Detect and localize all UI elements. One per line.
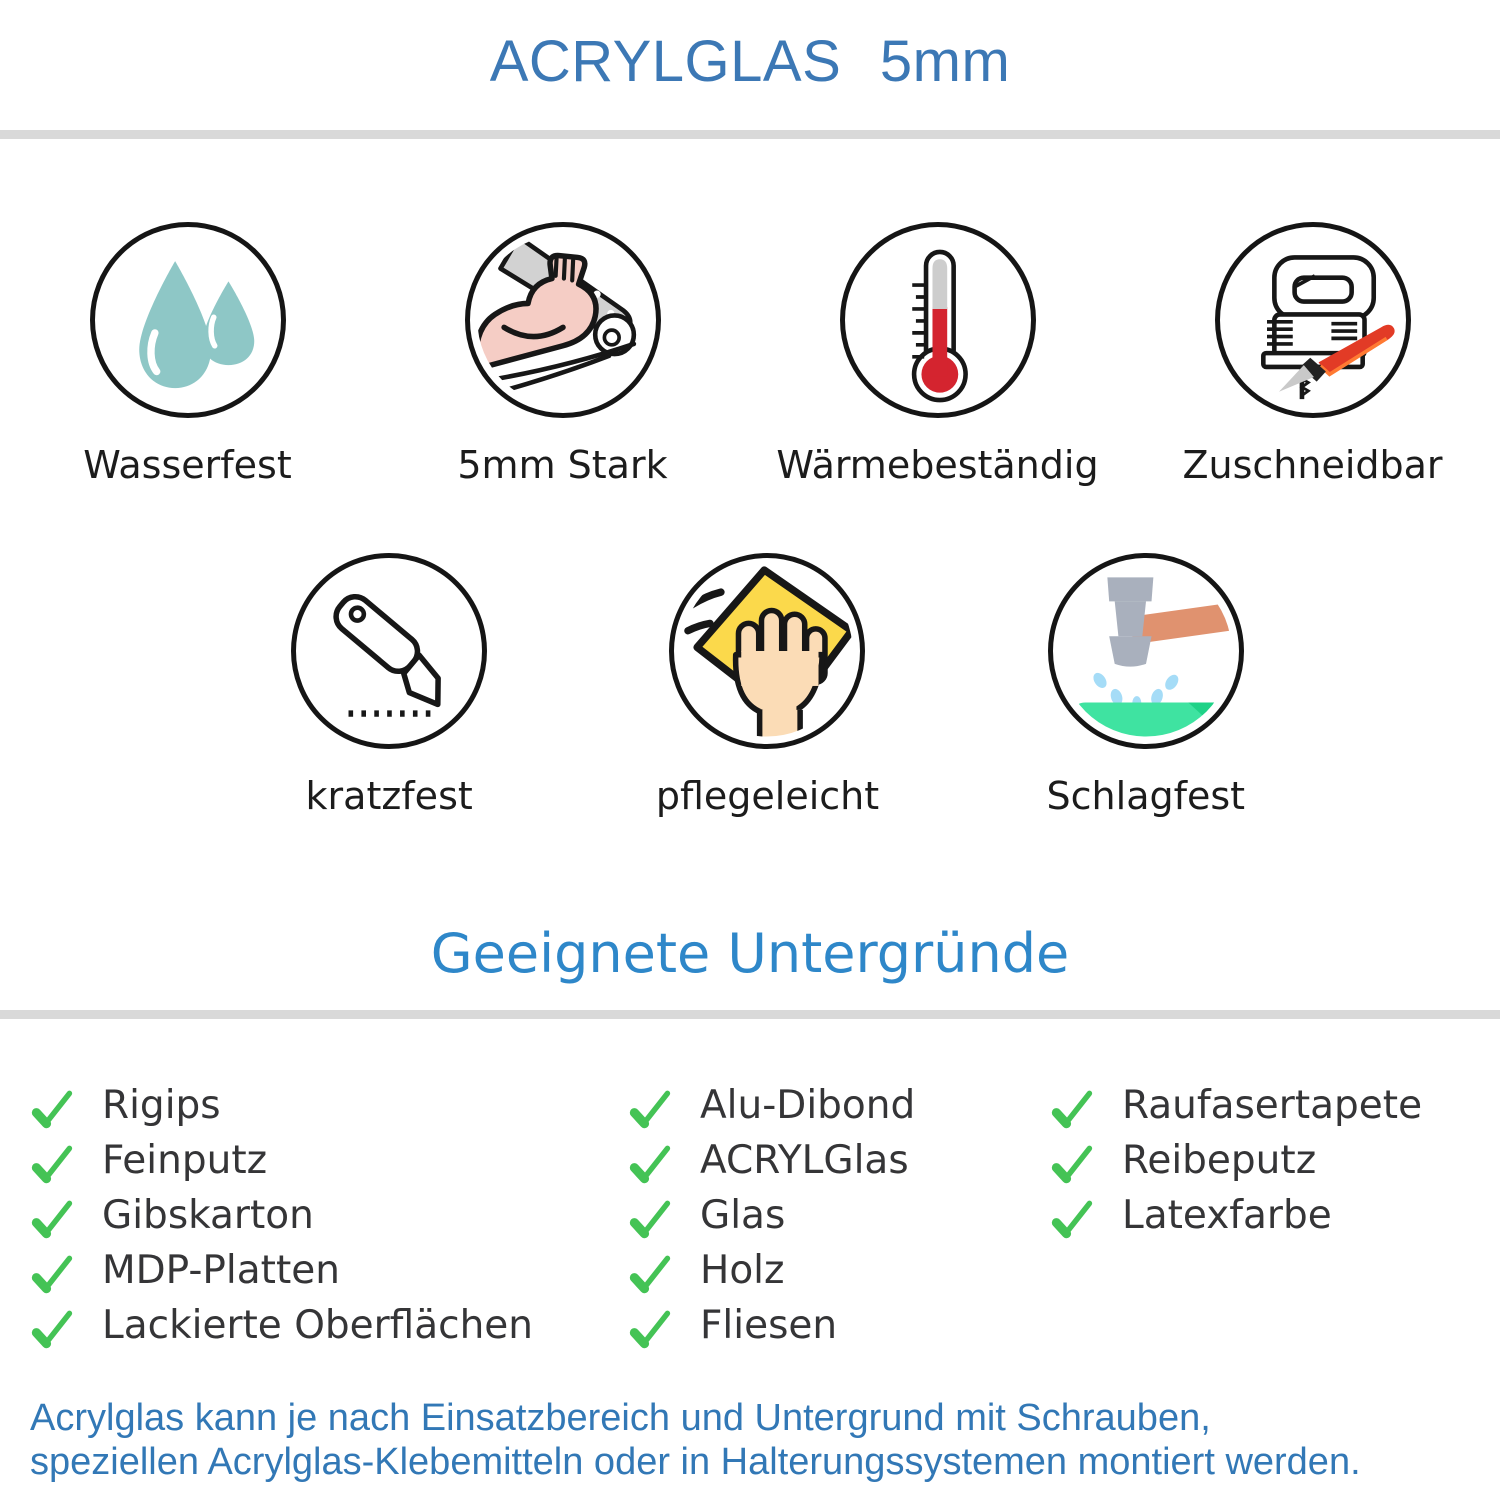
jigsaw-and-cutter-icon [1215,222,1411,418]
list-item-label: ACRYLGlas [700,1138,909,1183]
list-item [628,1133,915,1188]
list-item-label: Rigips [102,1083,221,1128]
feature-label: pflegeleicht [655,774,880,818]
page-title: ACRYLGLAS 5mm [489,29,1011,94]
check-icon [1050,1142,1094,1186]
feature-waterproof [0,222,375,487]
feature-label: Wasserfest [83,443,292,487]
list-item [628,1243,915,1298]
feature-heat-resistant [750,222,1125,487]
divider-bar-top [0,130,1500,139]
list-item-label: Holz [700,1248,785,1293]
check-icon [628,1307,672,1351]
feature-row-2 [200,553,1335,818]
list-item-label: MDP-Platten [102,1248,340,1293]
feature-label: Zuschneidbar [1182,443,1443,487]
check-icon [30,1252,74,1296]
feature-row-1 [0,222,1500,487]
mounting-note [30,1396,1480,1484]
surfaces-column-3 [1050,1078,1422,1243]
list-item [1050,1133,1422,1188]
check-icon [1050,1087,1094,1131]
check-icon [30,1142,74,1186]
list-item [30,1133,533,1188]
list-item [30,1243,533,1298]
feature-thickness [375,222,750,487]
list-item-label: Latexfarbe [1122,1193,1332,1238]
section-title-surfaces: Geeignete Untergründe [430,922,1070,985]
check-icon [30,1087,74,1131]
thermometer-icon [840,222,1036,418]
list-item-label: Glas [700,1193,786,1238]
list-item [628,1298,915,1353]
list-item-label: Alu-Dibond [700,1083,916,1128]
feature-impact-resistant [957,553,1335,818]
divider-bar-bottom [0,1010,1500,1019]
mounting-note-line-2: speziellen Acrylglas-Klebemitteln oder in Halterungssystemen montiert werden. [30,1441,1361,1483]
list-item-label: Feinputz [102,1138,268,1183]
list-item [30,1078,533,1133]
feature-label: kratzfest [305,774,473,818]
list-item-label: Gibskarton [102,1193,314,1238]
surfaces-column-1 [30,1078,533,1353]
check-icon [628,1087,672,1131]
check-icon [628,1142,672,1186]
list-item-label: Fliesen [700,1303,838,1348]
feature-label: 5mm Stark [457,443,668,487]
feature-scratch-resistant [200,553,578,818]
water-drops-icon [90,222,286,418]
list-item [30,1188,533,1243]
list-item-label: Lackierte Oberflächen [102,1303,534,1348]
surfaces-column-2 [628,1078,915,1353]
list-item [1050,1078,1422,1133]
feature-label: Schlagfest [1046,774,1246,818]
list-item [30,1298,533,1353]
list-item-label: Reibeputz [1122,1138,1317,1183]
feature-cuttable [1125,222,1500,487]
mounting-note-line-1: Acrylglas kann je nach Einsatzbereich und Untergrund mit Schrauben, [30,1397,1211,1439]
list-item [628,1188,915,1243]
strong-arm-icon [465,222,661,418]
list-item-label: Raufasertapete [1122,1083,1423,1128]
check-icon [30,1307,74,1351]
check-icon [1050,1197,1094,1241]
feature-label: Wärmebeständig [776,443,1099,487]
list-item [628,1078,915,1133]
list-item [1050,1188,1422,1243]
feature-easy-care [578,553,956,818]
wiping-hand-icon [669,553,865,749]
hammer-impact-icon [1048,553,1244,749]
utility-knife-icon [291,553,487,749]
check-icon [628,1252,672,1296]
check-icon [30,1197,74,1241]
check-icon [628,1197,672,1241]
